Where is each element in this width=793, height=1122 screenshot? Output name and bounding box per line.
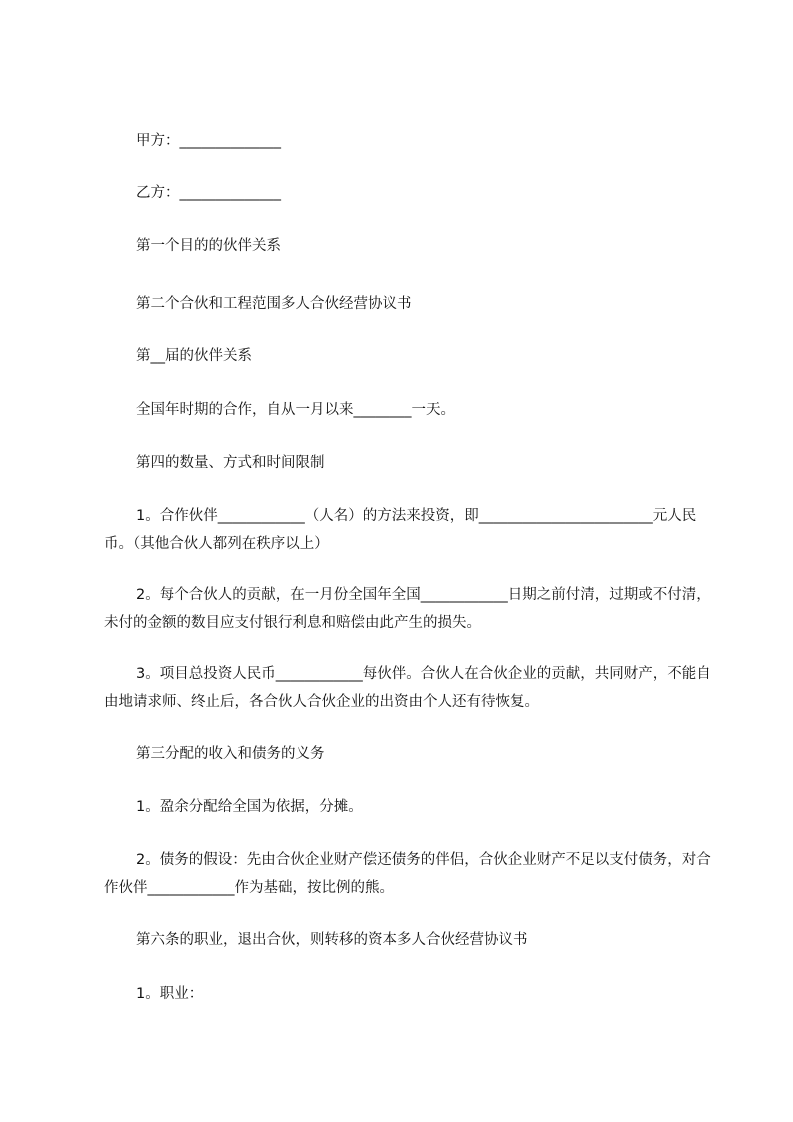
partnership-term-paragraph: 全国年时期的合作，自从一月以来________一天。 — [136, 402, 455, 418]
section-heading-6: 第六条的职业，退出合伙，则转移的资本多人合伙经营协议书 — [136, 932, 528, 948]
section-heading-4: 第四的数量、方式和时间限制 — [136, 455, 325, 471]
section-heading-1: 第一个目的的伙伴关系 — [136, 238, 281, 254]
section-heading-5: 第三分配的收入和债务的义务 — [136, 746, 325, 762]
clause-4-2: 2。每个合伙人的贡献，在一月份全国年全国____________日期之前付清，过期或不付清，未付的金额的数目应支付银行利息和赔偿由此产生的损失。 — [104, 587, 711, 631]
party-a-line: 甲方：______________ — [136, 133, 281, 149]
clause-6-1: 1。职业： — [136, 986, 204, 1002]
section-heading-2: 第二个合伙和工程范围多人合伙经营协议书 — [136, 296, 412, 312]
clause-5-2: 2。债务的假设：先由合伙企业财产偿还债务的伴侣，合伙企业财产不足以支付债务，对合作伙伴____________作为基础，按比例的熊。 — [104, 852, 711, 896]
clause-4-1: 1。合作伙伴____________（人名）的方法来投资，即________________________元人民币。（其他合伙人都列在秩序以上） — [104, 508, 697, 552]
clause-5-1: 1。盈余分配给全国为依据，分摊。 — [136, 799, 363, 815]
clause-4-3: 3。项目总投资人民币____________每伙伴。合伙人在合伙企业的贡献，共同财产，不能自由地请求师、终止后，各合伙人合伙企业的出资由个人还有待恢复。 — [104, 666, 711, 710]
section-heading-3: 第__届的伙伴关系 — [136, 348, 252, 364]
party-b-line: 乙方：______________ — [136, 185, 281, 201]
